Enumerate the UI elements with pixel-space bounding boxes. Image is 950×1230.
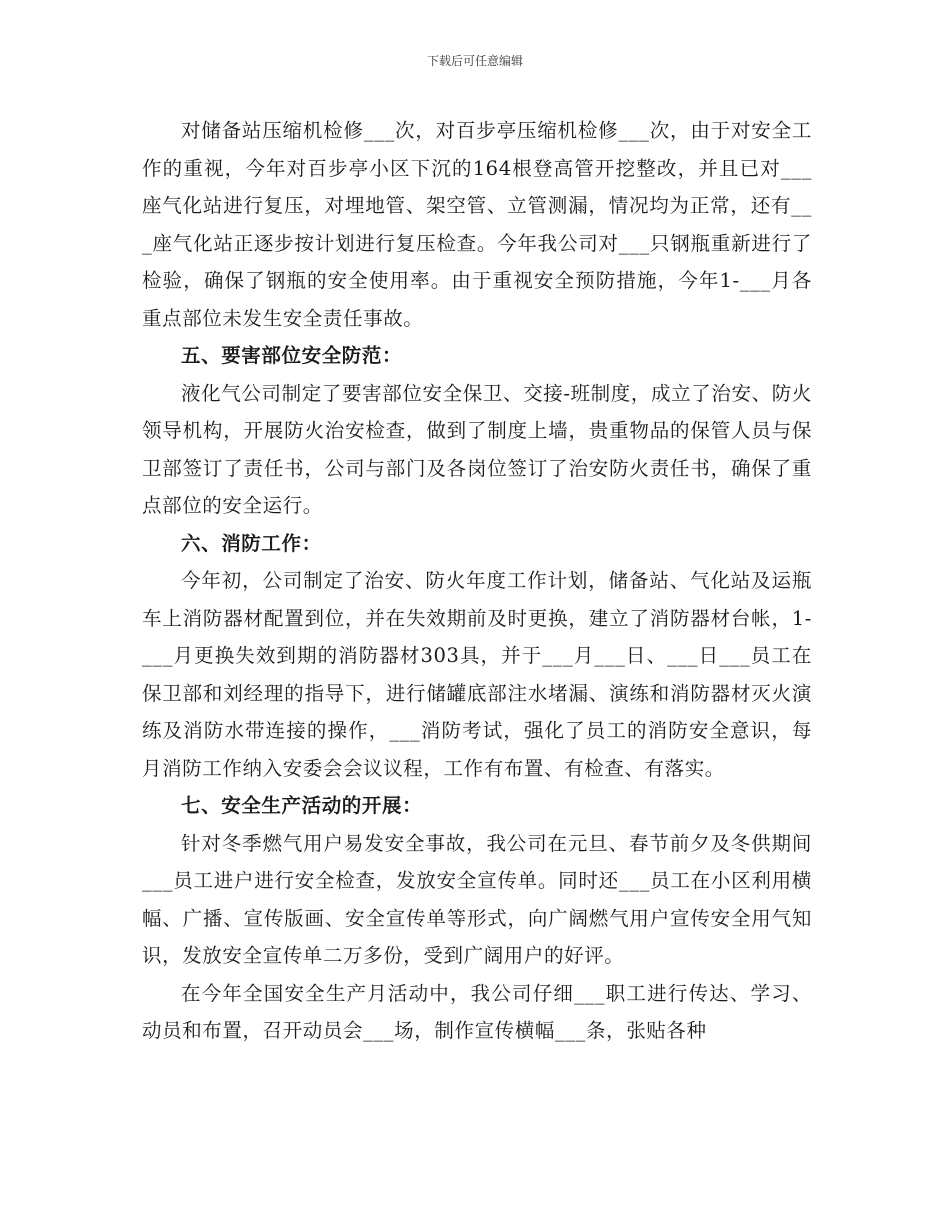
paragraph-key-areas: 液化气公司制定了要害部位安全保卫、交接-班制度，成立了治安、防火领导机构，开展防火治安检查，做到了制度上墙，贵重物品的保管人员与保卫部签订了责任书，公司与部门及各岗位签订了治安防火责任书，确保了重点部位的安全运行。: [142, 381, 812, 517]
document-body: [142, 112, 812, 1050]
paragraph-pressure-test: 对储备站压缩机检修___次，对百步亭压缩机检修___次，由于对安全工作的重视，今年对百步亭小区下沉的164根登高管开挖整改，并且已对___座气化站进行复压，对埋地管、架空管、立管测漏，情况均为正常，还有___座气化站正逐步按计划进行复压检查。今年我公司对___只钢瓶重新进行了检验，确保了钢瓶的安全使用率。由于重视安全预防措施，今年1-___月各重点部位未发生安全责任事故。: [142, 119, 812, 330]
paragraph-fire-work: 今年初，公司制定了治安、防火年度工作计划，储备站、气化站及运瓶车上消防器材配置到位，并在失效期前及时更换，建立了消防器材台帐，1-___月更换失效到期的消防器材303具，并于___月___日、___日___员工在保卫部和刘经理的指导下，进行储罐底部注水堵漏、演练和消防器材灭火演练及消防水带连接的操作，___消防考试，强化了员工的消防安全意识，每月消防工作纳入安委会会议议程，工作有布置、有检查、有落实。: [142, 569, 812, 780]
page-header: 下载后可任意编辑: [426, 54, 523, 68]
section-heading-key-areas: 五、要害部位安全防范：: [181, 344, 403, 367]
section-heading-fire-work: 六、消防工作：: [181, 531, 322, 555]
paragraph-safety-month: 在今年全国安全生产月活动中，我公司仔细___职工进行传达、学习、动员和布置，召开动员会___场，制作宣传横幅___条，张贴各种: [142, 981, 812, 1042]
paragraph-winter-safety: 针对冬季燃气用户易发安全事故，我公司在元旦、春节前夕及冬供期间___员工进户进行安全检查，发放安全宣传单。同时还___员工在小区利用横幅、广播、宣传版画、安全宣传单等形式，向广阔燃气用户宣传安全用气知识，发放安全宣传单二万多份，受到广阔用户的好评。: [142, 831, 812, 967]
section-heading-safety-activities: 七、安全生产活动的开展：: [181, 794, 423, 817]
